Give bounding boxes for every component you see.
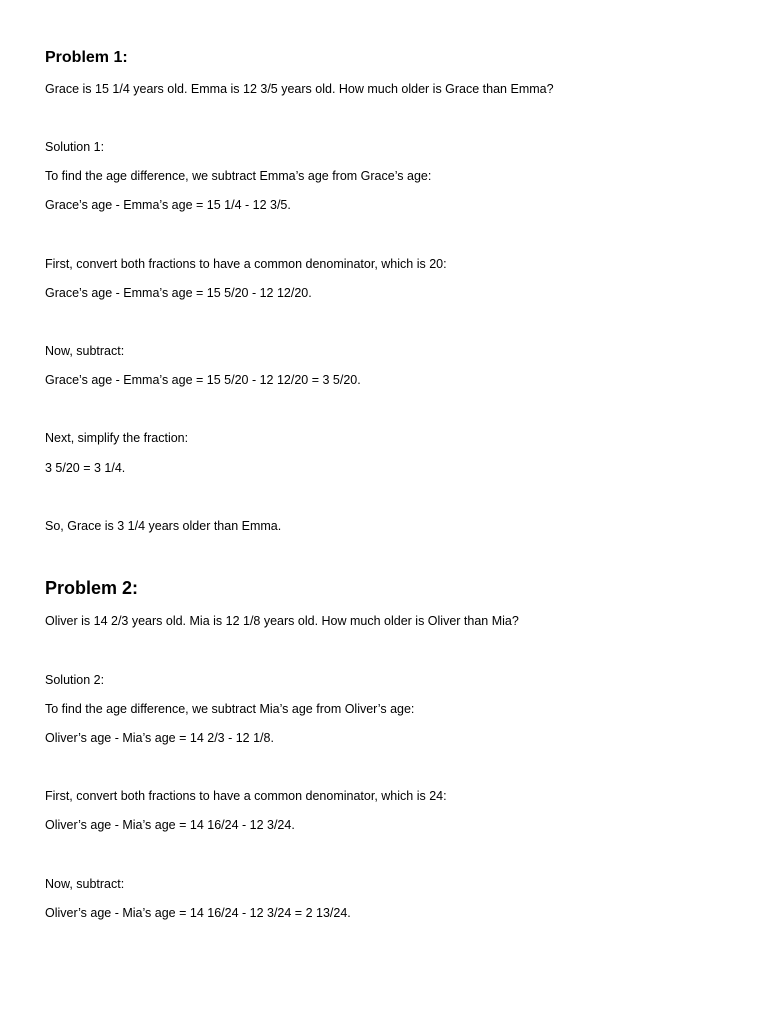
solution-1-step-1: To find the age difference, we subtract Emma’s age from Grace’s age: [45,169,432,183]
solution-1-conclusion: So, Grace is 3 1/4 years older than Emma. [45,519,282,533]
solution-1-step-4: Grace’s age - Emma’s age = 15 5/20 - 12 12/20. [45,286,312,300]
solution-2-step-5: Now, subtract: [45,877,125,891]
solution-1-step-8: 3 5/20 = 3 1/4. [45,461,126,475]
solution-1-step-7: Next, simplify the fraction: [45,431,189,445]
solution-1-step-5: Now, subtract: [45,344,125,358]
solution-2-step-2: Oliver’s age - Mia’s age = 14 2/3 - 12 1/8. [45,731,274,745]
solution-2-step-3: First, convert both fractions to have a common denominator, which is 24: [45,789,447,803]
solution-2-step-4: Oliver’s age - Mia’s age = 14 16/24 - 12 3/24. [45,818,295,832]
solution-2-label: Solution 2: [45,673,105,687]
solution-2-step-6: Oliver’s age - Mia’s age = 14 16/24 - 12 3/24 = 2 13/24. [45,906,351,920]
solution-1-label: Solution 1: [45,140,105,154]
problem-1-question: Grace is 15 1/4 years old. Emma is 12 3/5 years old. How much older is Grace than Emma? [45,82,554,96]
problem-2-heading: Problem 2: [45,578,139,598]
problem-2-question: Oliver is 14 2/3 years old. Mia is 12 1/8 years old. How much older is Oliver than Mia? [45,614,519,628]
solution-2-step-1: To find the age difference, we subtract Mia’s age from Oliver’s age: [45,702,415,716]
solution-1-step-6: Grace’s age - Emma’s age = 15 5/20 - 12 12/20 = 3 5/20. [45,373,361,387]
solution-1-step-3: First, convert both fractions to have a common denominator, which is 20: [45,257,447,271]
solution-1-step-2: Grace’s age - Emma’s age = 15 1/4 - 12 3/5. [45,198,291,212]
problem-1-heading: Problem 1: [45,49,128,66]
